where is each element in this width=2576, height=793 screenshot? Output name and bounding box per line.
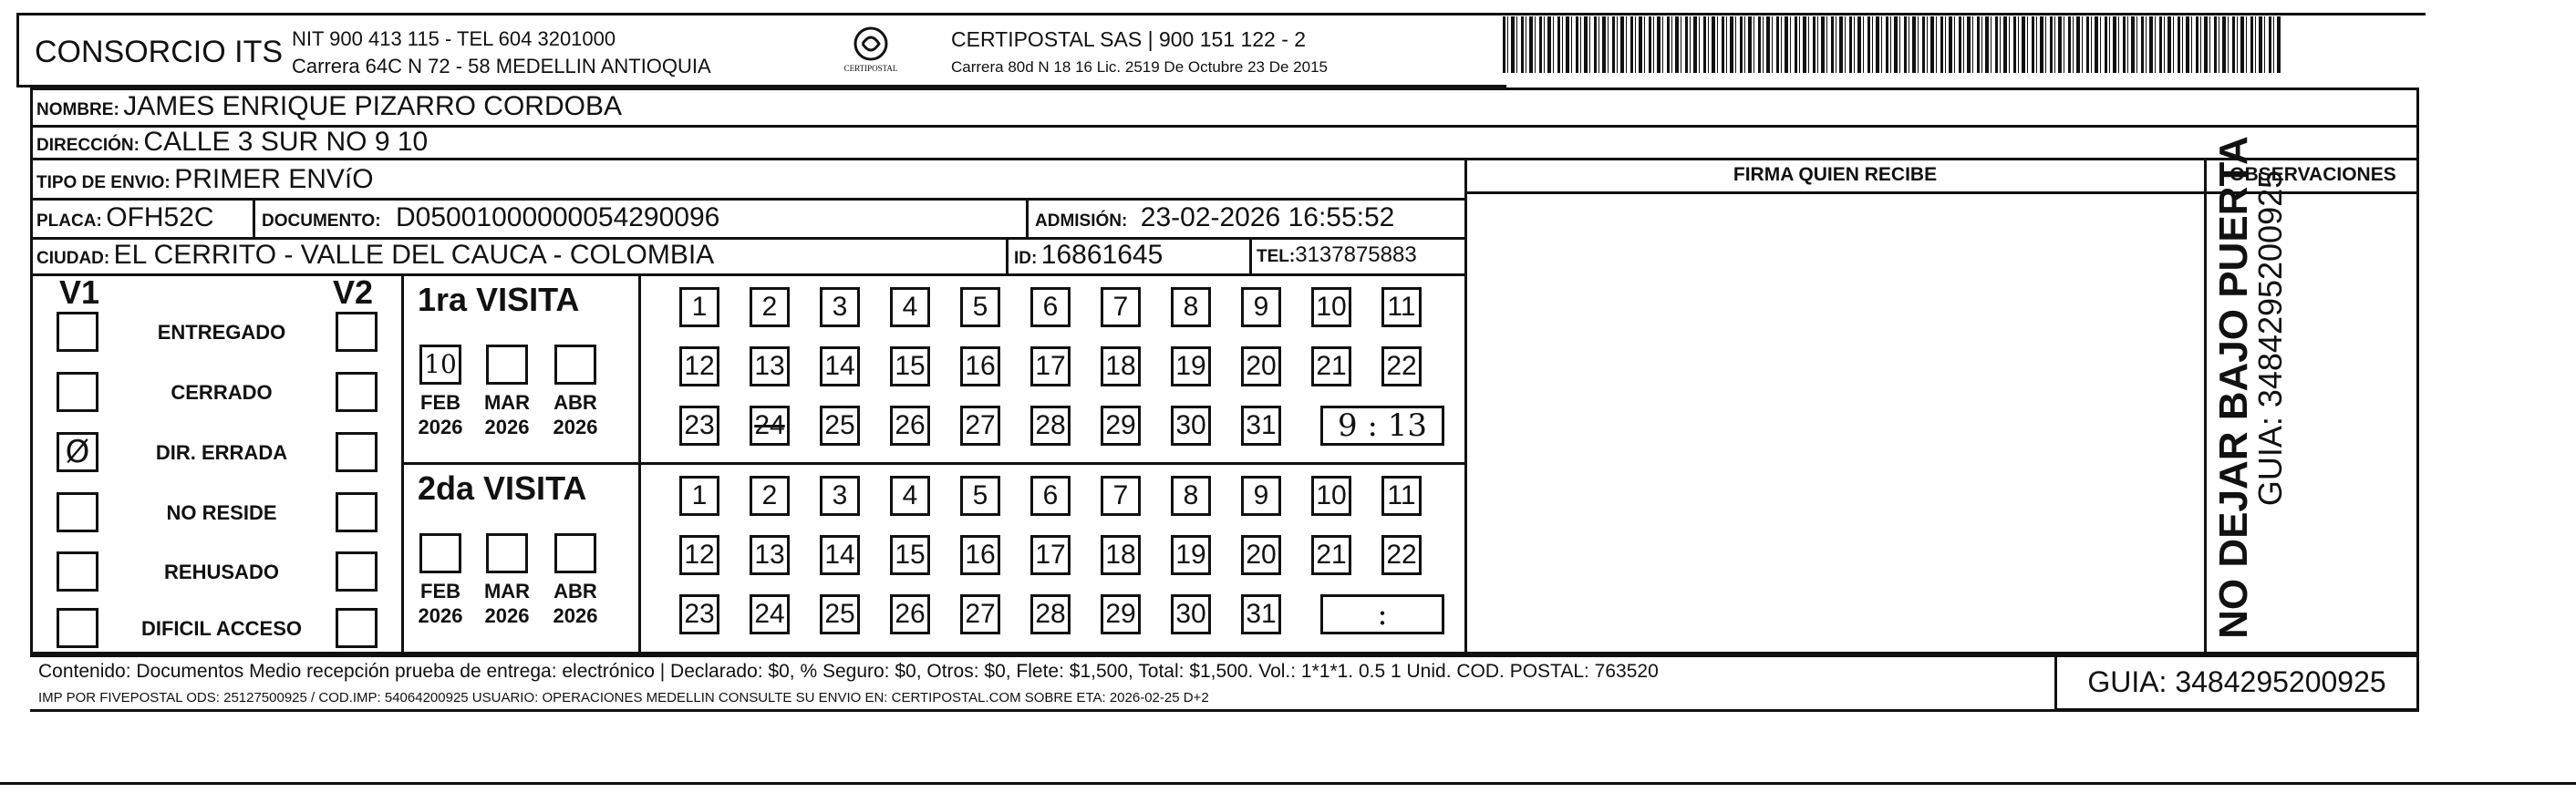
side-guide: GUIA: 3484295200925 bbox=[2251, 170, 2289, 507]
day-cell[interactable]: 11 bbox=[1381, 287, 1422, 327]
day-cell[interactable]: 8 bbox=[1171, 287, 1211, 327]
document-label: DOCUMENTO: bbox=[262, 211, 381, 231]
day-cell[interactable]: 7 bbox=[1101, 476, 1141, 516]
month-label bbox=[539, 390, 612, 439]
day-cell[interactable]: 7 bbox=[1101, 287, 1141, 327]
col-admission bbox=[1026, 198, 1029, 237]
v1-checkbox[interactable] bbox=[57, 551, 98, 592]
id-row bbox=[1014, 240, 1163, 271]
day-cell[interactable]: 17 bbox=[1030, 346, 1071, 386]
month-year: 2026 bbox=[553, 416, 598, 438]
month-label bbox=[471, 390, 543, 439]
day-cell[interactable]: 1 bbox=[679, 287, 719, 327]
day-cell[interactable]: 22 bbox=[1381, 346, 1422, 386]
certipostal-logo bbox=[839, 24, 903, 78]
v2-label: V2 bbox=[333, 273, 374, 311]
side-warning: NO DEJAR BAJO PUERTA bbox=[2211, 136, 2256, 639]
v2-checkbox[interactable] bbox=[336, 432, 378, 472]
address-row bbox=[36, 127, 428, 158]
plate-value: OFH52C bbox=[106, 202, 214, 232]
day-cell[interactable]: 15 bbox=[890, 535, 930, 575]
status-label: REHUSADO bbox=[164, 561, 279, 583]
month-name: MAR bbox=[483, 391, 531, 414]
day-cell[interactable]: 6 bbox=[1030, 476, 1071, 516]
day-cell[interactable]: 2 bbox=[750, 287, 790, 327]
day-cell[interactable]: 16 bbox=[960, 535, 1000, 575]
col-plate bbox=[253, 198, 255, 237]
tel-label: TEL: bbox=[1257, 247, 1296, 266]
v1-checkbox[interactable] bbox=[57, 608, 98, 648]
send-type-value: PRIMER ENVíO bbox=[174, 164, 374, 194]
day-cell[interactable]: 23 bbox=[679, 406, 719, 446]
month-name: MAR bbox=[483, 580, 531, 602]
day-cell[interactable]: 3 bbox=[820, 476, 860, 516]
month-year: 2026 bbox=[484, 416, 530, 438]
document-row bbox=[262, 202, 719, 233]
month-label bbox=[404, 390, 477, 439]
day-cell[interactable]: 17 bbox=[1030, 535, 1071, 575]
day-cell[interactable]: 25 bbox=[820, 594, 860, 634]
col-observ bbox=[2204, 158, 2207, 654]
month-checkbox[interactable] bbox=[486, 345, 528, 385]
name-value: JAMES ENRIQUE PIZARRO CORDOBA bbox=[123, 91, 622, 121]
id-value: 16861645 bbox=[1040, 240, 1164, 270]
col-id bbox=[1006, 237, 1009, 273]
day-cell[interactable]: 2 bbox=[750, 476, 790, 516]
tel-row bbox=[1257, 242, 1417, 268]
city-row bbox=[36, 240, 714, 271]
day-cell[interactable]: 14 bbox=[820, 535, 860, 575]
id-label: ID: bbox=[1014, 249, 1038, 268]
day-cell[interactable]: 31 bbox=[1241, 594, 1281, 634]
month-name: ABR bbox=[553, 391, 597, 414]
day-cell[interactable]: 10 bbox=[1311, 476, 1351, 516]
day-cell[interactable]: 30 bbox=[1171, 594, 1211, 634]
row-line-3 bbox=[30, 198, 1466, 201]
day-cell[interactable]: 21 bbox=[1311, 535, 1351, 575]
day-cell[interactable]: 29 bbox=[1101, 594, 1141, 634]
day-cell[interactable]: 25 bbox=[820, 406, 860, 446]
v2-checkbox[interactable] bbox=[336, 492, 378, 532]
day-cell[interactable]: 13 bbox=[750, 535, 790, 575]
month-checkbox[interactable]: 10 bbox=[419, 345, 461, 385]
day-cell[interactable]: 14 bbox=[820, 346, 860, 386]
footer-imp-line: IMP POR FIVEPOSTAL ODS: 25127500925 / COD.IMP: 54064200925 USUARIO: OPERACIONES MEDELLIN CONSULTE SU ENVIO EN: CERTIPOSTAL.COM SOBRE ETA: 2026-02-25 D+2 bbox=[38, 690, 1209, 705]
footer-guide-text: GUIA: 3484295200925 bbox=[2087, 665, 2386, 698]
day-cell[interactable]: 9 bbox=[1241, 287, 1281, 327]
logo-caption: CERTIPOSTAL bbox=[843, 64, 898, 73]
month-year: 2026 bbox=[418, 604, 463, 627]
company-nit: NIT 900 413 115 - TEL 604 3201000 bbox=[292, 27, 616, 50]
col-right-main bbox=[1464, 158, 1467, 654]
status-label: CERRADO bbox=[171, 381, 273, 404]
day-cell[interactable]: 11 bbox=[1381, 476, 1422, 516]
day-cell[interactable]: 18 bbox=[1101, 535, 1141, 575]
day-cell[interactable]: 9 bbox=[1241, 476, 1281, 516]
signature-header: FIRMA QUIEN RECIBE bbox=[1733, 164, 1938, 185]
month-year: 2026 bbox=[553, 604, 598, 627]
name-label: NOMBRE: bbox=[36, 100, 119, 119]
admission-value: 23-02-2026 16:55:52 bbox=[1140, 202, 1395, 232]
day-cell[interactable]: 12 bbox=[679, 346, 719, 386]
city-label: CIUDAD: bbox=[36, 249, 110, 268]
status-label: NO RESIDE bbox=[166, 501, 277, 524]
company-address: Carrera 64C N 72 - 58 MEDELLIN ANTIOQUIA bbox=[292, 55, 711, 77]
v2-checkbox[interactable] bbox=[336, 551, 378, 592]
document-value: D05001000000054290096 bbox=[396, 202, 720, 232]
month-checkbox[interactable] bbox=[554, 345, 596, 385]
day-cell[interactable]: 26 bbox=[890, 406, 930, 446]
day-cell[interactable]: 26 bbox=[890, 594, 930, 634]
status-label: DIR. ERRADA bbox=[155, 441, 288, 464]
row-line-2 bbox=[30, 158, 2419, 160]
month-checkbox[interactable] bbox=[419, 533, 461, 573]
day-cell[interactable]: 19 bbox=[1171, 535, 1211, 575]
month-name: FEB bbox=[420, 391, 460, 414]
day-cell[interactable]: 19 bbox=[1171, 346, 1211, 386]
carrier-name: CERTIPOSTAL SAS | 900 151 122 - 2 bbox=[951, 27, 1307, 51]
status-label: ENTREGADO bbox=[157, 321, 286, 344]
day-cell[interactable]: 1 bbox=[679, 476, 719, 516]
send-type-label: TIPO DE ENVIO: bbox=[36, 173, 171, 192]
v1-checkbox[interactable] bbox=[57, 372, 98, 412]
day-cell[interactable]: 24 bbox=[750, 594, 790, 634]
v2-checkbox[interactable] bbox=[336, 608, 378, 648]
cut-line bbox=[0, 782, 2576, 785]
footer-content-line: Contenido: Documentos Medio recepción prueba de entrega: electrónico | Declarado: $0, % Seguro: $0, Otros: $0, Flete: $1,500, Total: $1,500. Vol.: 1*1*1. 0.5 1 Unid. COD. POSTAL: 763520 bbox=[38, 661, 1659, 682]
carrier-address: Carrera 80d N 18 16 Lic. 2519 De Octubre 23 De 2015 bbox=[951, 58, 1328, 76]
observations-header: OBSERVACIONES bbox=[2229, 164, 2396, 185]
day-cell[interactable]: 20 bbox=[1241, 535, 1281, 575]
month-label bbox=[471, 579, 543, 628]
visit-divider bbox=[401, 462, 1466, 465]
day-cell[interactable]: 6 bbox=[1030, 287, 1071, 327]
plate-label: PLACA: bbox=[36, 211, 102, 231]
col-tel bbox=[1249, 237, 1252, 273]
name-row bbox=[36, 91, 622, 122]
admission-label: ADMISIÓN: bbox=[1035, 211, 1128, 231]
day-cell[interactable]: 10 bbox=[1311, 287, 1351, 327]
address-label: DIRECCIÓN: bbox=[36, 136, 140, 155]
v2-checkbox[interactable] bbox=[336, 372, 378, 412]
day-cell[interactable]: 16 bbox=[960, 346, 1000, 386]
month-label bbox=[539, 579, 612, 628]
city-value: EL CERRITO - VALLE DEL CAUCA - COLOMBIA bbox=[113, 240, 715, 270]
month-year: 2026 bbox=[484, 604, 530, 627]
visit-title: 2da VISITA bbox=[418, 469, 587, 507]
status-label: DIFICIL ACCESO bbox=[140, 617, 302, 640]
day-cell[interactable]: 20 bbox=[1241, 346, 1281, 386]
day-cell[interactable]: 21 bbox=[1311, 346, 1351, 386]
day-cell[interactable]: 23 bbox=[679, 594, 719, 634]
day-cell[interactable]: 5 bbox=[960, 476, 1000, 516]
day-cell[interactable]: 18 bbox=[1101, 346, 1141, 386]
col-months-right bbox=[638, 273, 641, 654]
month-label bbox=[404, 579, 477, 628]
day-cell[interactable]: 30 bbox=[1171, 406, 1211, 446]
day-cell[interactable]: 13 bbox=[750, 346, 790, 386]
day-cell[interactable]: 24 bbox=[750, 406, 790, 446]
month-checkbox[interactable] bbox=[554, 533, 596, 573]
day-cell[interactable]: 28 bbox=[1030, 406, 1071, 446]
day-cell[interactable]: 27 bbox=[960, 594, 1000, 634]
day-cell[interactable]: 27 bbox=[960, 406, 1000, 446]
visit-title: 1ra VISITA bbox=[418, 281, 580, 318]
admission-row bbox=[1035, 202, 1394, 233]
month-name: ABR bbox=[553, 580, 597, 602]
day-cell[interactable]: 31 bbox=[1241, 406, 1281, 446]
barcode bbox=[1503, 16, 2282, 73]
address-value: CALLE 3 SUR NO 9 10 bbox=[143, 127, 429, 157]
plate-row bbox=[36, 202, 214, 233]
month-checkbox[interactable] bbox=[486, 533, 528, 573]
time-field[interactable]: 9 : 13 bbox=[1320, 406, 1444, 446]
tel-value: 3137875883 bbox=[1295, 242, 1417, 267]
top-right-rule bbox=[1441, 13, 2426, 15]
day-cell[interactable]: 5 bbox=[960, 287, 1000, 327]
month-year: 2026 bbox=[418, 416, 463, 438]
day-cell[interactable]: 8 bbox=[1171, 476, 1211, 516]
footer-bottom-line bbox=[30, 709, 2419, 712]
day-cell[interactable]: 22 bbox=[1381, 535, 1422, 575]
v1-label: V1 bbox=[59, 273, 100, 311]
day-cell[interactable]: 28 bbox=[1030, 594, 1071, 634]
month-name: FEB bbox=[420, 580, 460, 602]
day-cell[interactable]: 15 bbox=[890, 346, 930, 386]
v1-checkbox[interactable] bbox=[57, 312, 98, 352]
v1-checkbox[interactable] bbox=[57, 492, 98, 532]
company-name: CONSORCIO ITS bbox=[35, 35, 284, 69]
v2-checkbox[interactable] bbox=[336, 312, 378, 352]
day-cell[interactable]: 12 bbox=[679, 535, 719, 575]
send-type-row bbox=[36, 164, 374, 195]
day-cell[interactable]: 29 bbox=[1101, 406, 1141, 446]
day-cell[interactable]: 4 bbox=[890, 476, 930, 516]
time-field[interactable]: : bbox=[1320, 594, 1444, 634]
row-line-5 bbox=[30, 273, 1466, 276]
day-cell[interactable]: 3 bbox=[820, 287, 860, 327]
v1-checkbox[interactable]: Ø bbox=[57, 432, 98, 472]
day-cell[interactable]: 4 bbox=[890, 287, 930, 327]
